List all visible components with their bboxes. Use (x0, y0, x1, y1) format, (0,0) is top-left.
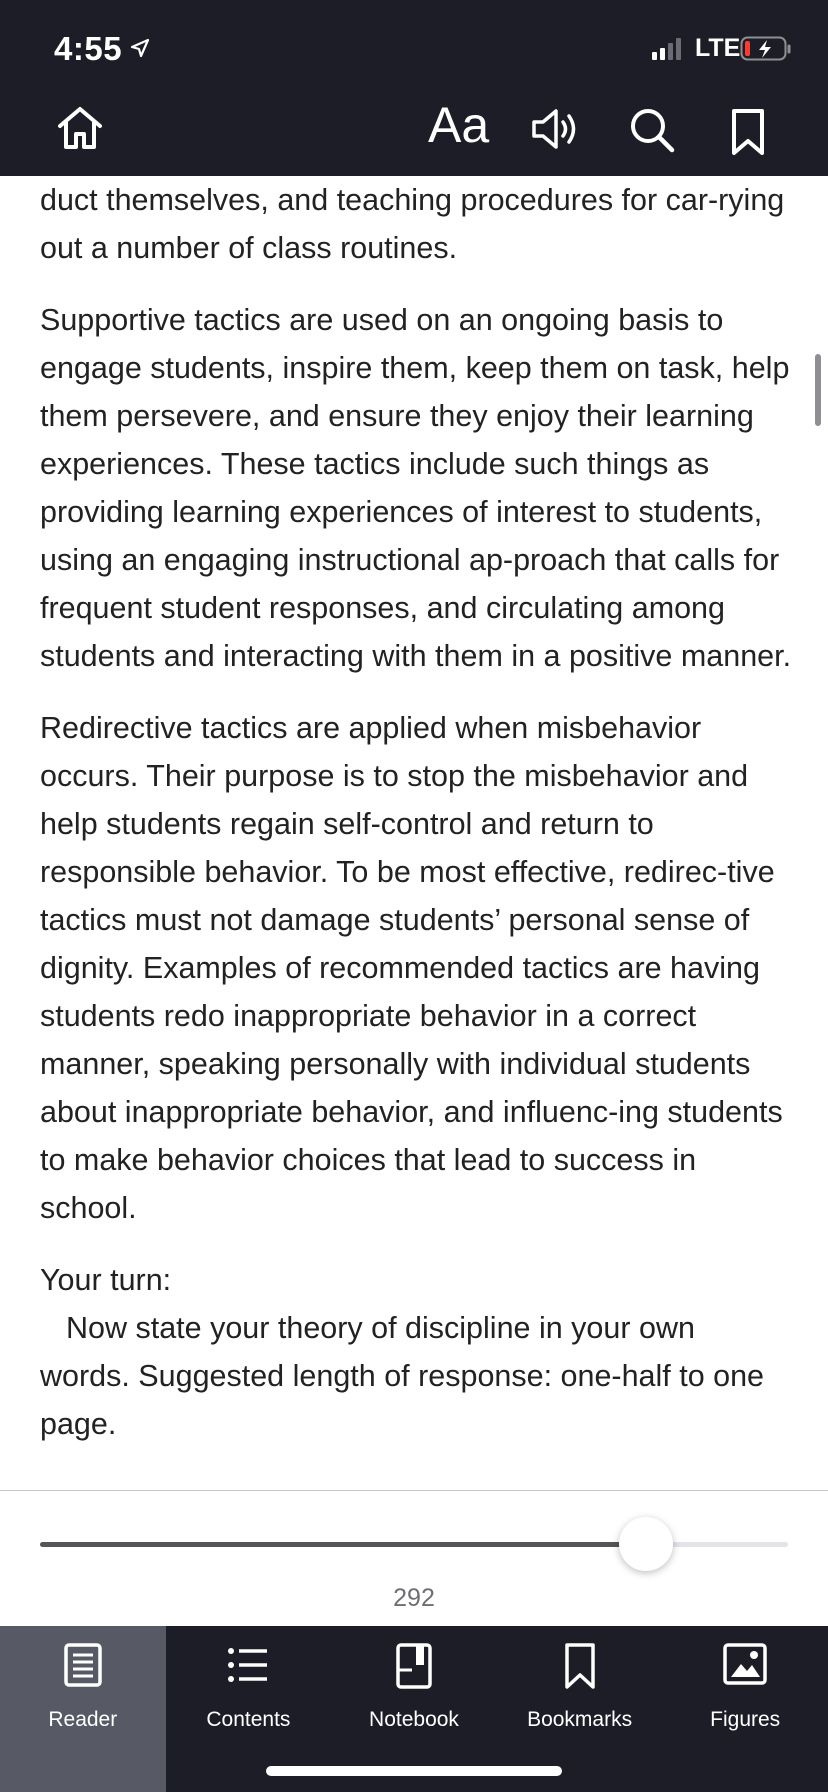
battery-charging-icon (740, 36, 792, 62)
reading-content (40, 176, 792, 1490)
paragraph: Supportive tactics are used on an ongoing basis to engage students, inspire them, keep them on task, help them persevere, and ensure they enjoy their learning experiences. These tactics include such things as providing learning experiences of interest to students, using an engaging instructional ap-proach that calls for frequent student responses, and circulating among students and interacting with them in a positive manner. (40, 303, 792, 673)
page-number: 292 (393, 1584, 435, 1612)
reader-icon (63, 1642, 103, 1688)
divider (0, 1490, 828, 1491)
tab-label: Notebook (369, 1708, 459, 1731)
tab-figures[interactable] (662, 1626, 828, 1792)
tab-label: Contents (206, 1708, 291, 1731)
bookmark-icon[interactable] (730, 108, 766, 156)
bookmarks-icon (563, 1642, 597, 1690)
font-settings-button[interactable]: Aa (428, 97, 490, 153)
paragraph: duct themselves, and teaching procedures for car-rying out a number of class routines. (40, 183, 785, 265)
page-slider-fill (40, 1542, 646, 1547)
page-slider-track[interactable] (40, 1542, 788, 1547)
contents-icon (226, 1642, 270, 1688)
tab-label: Bookmarks (527, 1708, 633, 1731)
search-icon[interactable] (628, 106, 676, 154)
tab-label: Reader (48, 1708, 118, 1731)
status-time: 4:55 (54, 30, 123, 67)
network-type: LTE (695, 34, 741, 62)
scroll-indicator[interactable] (815, 354, 821, 426)
speaker-icon[interactable] (530, 106, 582, 152)
your-turn-heading: Your turn: (40, 1263, 172, 1297)
home-icon[interactable] (56, 104, 104, 152)
tab-label: Figures (710, 1708, 781, 1731)
tab-reader[interactable] (0, 1626, 166, 1792)
notebook-icon (394, 1642, 434, 1690)
top-bar (0, 0, 828, 176)
figures-icon (722, 1642, 768, 1686)
signal-strength-icon (652, 38, 681, 60)
paragraph: Redirective tactics are applied when misbehavior occurs. Their purpose is to stop the misbehavior and help students regain self-control and return to responsible behavior. To be most effective, redirec-tive tactics must not damage students’ personal sense of dignity. Examples of recommended tactics are having students redo inappropriate behavior in a correct manner, speaking personally with individual students about inappropriate behavior, and influenc-ing students to make behavior choices that lead to success in school. (40, 711, 783, 1225)
page-slider-thumb[interactable] (619, 1517, 673, 1571)
your-turn-paragraph (40, 1304, 792, 1448)
location-arrow-icon (130, 38, 150, 58)
home-indicator[interactable] (266, 1766, 562, 1776)
your-turn-text: Now state your theory of discipline in your own words. Suggested length of response: one-half to one page. (40, 1311, 765, 1441)
